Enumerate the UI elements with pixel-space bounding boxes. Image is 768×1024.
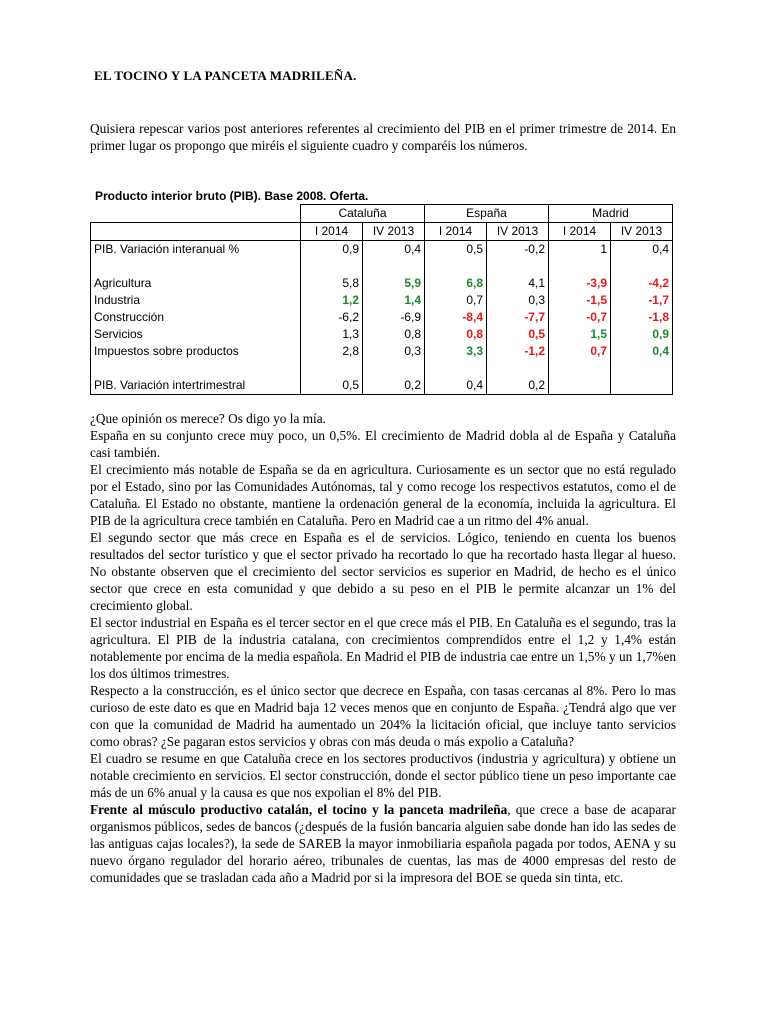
table-cell: -1,7 (611, 292, 673, 309)
table-row (91, 377, 673, 395)
table-cell: -0,7 (549, 309, 611, 326)
row-label (91, 360, 301, 377)
table-cell: 0,3 (363, 343, 425, 360)
table-cell (425, 360, 487, 377)
article-body (90, 410, 676, 886)
paragraph: El sector industrial en España es el tercer sector en el que crece más el PIB. En Cataluña es el segundo, tras la agricultura. El PIB de la industria catalana, con crecimientos comprendidos entre el 1,2 y 1,4% están notablemente por encima de la media española. En Madrid el PIB de industria cae entre un 1,5% y un 1,7%en los dos últimos trimestres. (90, 615, 676, 681)
table-cell: 0,4 (363, 241, 425, 259)
paragraph: ¿Que opinión os merece? Os digo yo la mía. (90, 411, 326, 426)
table-cell: 1,5 (549, 326, 611, 343)
table-cell: -0,2 (487, 241, 549, 259)
paragraph-continuation: , que crece a base de acaparar organismos públicos, sedes de bancos (¿después de la fusión bancaria alguien sabe donde han ido las sedes de las antiguas cajas locales?), la sede de SAREB la mayor inmobiliaria española pagada por todos, AENA y su nuevo órgano regulador del horario aéreo, tribunales de cuentas, las mas de 4000 empresas del resto de comunidades que se trasladan cada año a Madrid por si la impresora del BOE se queda sin tinta, etc. (90, 802, 676, 885)
document-title: EL TOCINO Y LA PANCETA MADRILEÑA. (94, 68, 357, 83)
table-cell: 0,2 (487, 377, 549, 395)
table-cell (425, 258, 487, 275)
table-row (91, 309, 673, 326)
table-cell: 0,9 (301, 241, 363, 259)
table-cell: 1,2 (301, 292, 363, 309)
group-header-madrid: Madrid (549, 205, 673, 223)
table-row (91, 258, 673, 275)
paragraph: El cuadro se resume en que Cataluña crece en los sectores productivos (industria y agricultura) y obtiene un notable crecimiento en servicios. El sector construcción, donde el sector público tiene un peso importante cae más de un 6% anual y la causa es que nos expolian el 8% del PIB. (90, 751, 676, 800)
table-row (91, 360, 673, 377)
table-cell: 0,8 (363, 326, 425, 343)
table-cell: 0,4 (611, 241, 673, 259)
period-header: IV 2013 (363, 223, 425, 241)
period-header: IV 2013 (611, 223, 673, 241)
paragraph: El crecimiento más notable de España se da en agricultura. Curiosamente es un sector que no está regulado por el Estado, sino por las Comunidades Autónomas, tal y como recoge los respectivos estatutos, como el de Cataluña. El Estado no obstante, mantiene la ordenación general de la economía, incluida la agricultura. El PIB de la agricultura crece también en Cataluña. Pero en Madrid cae a un ritmo del 4% anual. (90, 462, 676, 528)
table-cell (549, 377, 611, 395)
period-header: IV 2013 (487, 223, 549, 241)
paragraph: España en su conjunto crece muy poco, un 0,5%. El crecimiento de Madrid dobla al de España y Cataluña casi también. (90, 428, 676, 460)
group-header-espana: España (425, 205, 549, 223)
table-cell: -7,7 (487, 309, 549, 326)
row-label: Servicios (91, 326, 301, 343)
highlight-phrase: Frente al músculo productivo catalán, el tocino y la panceta madrileña (90, 802, 508, 817)
table-cell: 1 (549, 241, 611, 259)
table-cell (611, 377, 673, 395)
table-body (91, 241, 673, 395)
table-period-header-row (91, 223, 673, 241)
table-cell: 1,4 (363, 292, 425, 309)
intro-paragraph: Quisiera repescar varios post anteriores referentes al crecimiento del PIB en el primer trimestre de 2014. En primer lugar os propongo que miréis el siguiente cuadro y comparéis los números. (90, 121, 676, 153)
table-cell: -1,2 (487, 343, 549, 360)
table-cell (363, 360, 425, 377)
table-cell (363, 258, 425, 275)
table-cell (301, 258, 363, 275)
table-row (91, 326, 673, 343)
table-cell: 0,8 (425, 326, 487, 343)
table-cell: -3,9 (549, 275, 611, 292)
table-cell: 3,3 (425, 343, 487, 360)
gdp-table (90, 204, 673, 395)
table-group-header-row (91, 205, 673, 223)
table-cell: 0,2 (363, 377, 425, 395)
table-cell (301, 360, 363, 377)
table-caption: Producto interior bruto (PIB). Base 2008. Oferta. (95, 189, 369, 203)
paragraph (90, 801, 676, 886)
table-cell (487, 258, 549, 275)
table-cell: -1,5 (549, 292, 611, 309)
paragraph: Respecto a la construcción, es el único sector que decrece en España, con tasas cercanas al 8%. Pero lo mas curioso de este dato es que en Madrid baja 12 veces menos que en conjunto de España. ¿Tendrá algo que ver con que la comunidad de Madrid ha aumentado un 204% la licitación oficial, que incluye tanto servicios como obras? ¿Se pagaran estos servicios y obras con más deuda o más expolio a Cataluña? (90, 683, 676, 749)
table-cell: 0,7 (425, 292, 487, 309)
row-label: Agricultura (91, 275, 301, 292)
row-label: PIB. Variación intertrimestral (91, 377, 301, 395)
table-cell: 0,5 (487, 326, 549, 343)
period-header: I 2014 (301, 223, 363, 241)
period-header: I 2014 (425, 223, 487, 241)
table-cell: 0,7 (549, 343, 611, 360)
row-label (91, 258, 301, 275)
table-cell: 0,3 (487, 292, 549, 309)
table-cell: -6,2 (301, 309, 363, 326)
table-cell: 0,5 (301, 377, 363, 395)
table-cell: -4,2 (611, 275, 673, 292)
table-cell (549, 360, 611, 377)
table-cell: 0,4 (425, 377, 487, 395)
table-row (91, 292, 673, 309)
table-row (91, 241, 673, 259)
paragraph: El segundo sector que más crece en España es el de servicios. Lógico, teniendo en cuenta los buenos resultados del sector turístico y que el sector privado ha recortado lo que ha recortado hasta llegar al hueso. No obstante observen que el crecimiento del sector servicios es superior en Madrid, de hecho es el único sector que crece en esta comunidad y que debido a su peso en el PIB le permite alcanzar un 1% del crecimiento global. (90, 530, 676, 613)
table-cell: -6,9 (363, 309, 425, 326)
row-label: Impuestos sobre productos (91, 343, 301, 360)
table-row (91, 343, 673, 360)
table-cell: 2,8 (301, 343, 363, 360)
row-label: PIB. Variación interanual % (91, 241, 301, 259)
table-header-label-cell (91, 223, 301, 241)
table-cell: 6,8 (425, 275, 487, 292)
table-cell (487, 360, 549, 377)
table-cell: -1,8 (611, 309, 673, 326)
table-cell: 0,5 (425, 241, 487, 259)
table-cell: -8,4 (425, 309, 487, 326)
table-cell: 0,9 (611, 326, 673, 343)
table-cell: 0,4 (611, 343, 673, 360)
table-cell (549, 258, 611, 275)
table-cell: 1,3 (301, 326, 363, 343)
table-cell: 5,9 (363, 275, 425, 292)
period-header: I 2014 (549, 223, 611, 241)
row-label: Construcción (91, 309, 301, 326)
table-row (91, 275, 673, 292)
table-cell (611, 360, 673, 377)
table-cell: 4,1 (487, 275, 549, 292)
group-header-cataluna: Cataluña (301, 205, 425, 223)
table-corner-cell (91, 205, 301, 223)
table-cell (611, 258, 673, 275)
table-cell: 5,8 (301, 275, 363, 292)
row-label: Industria (91, 292, 301, 309)
